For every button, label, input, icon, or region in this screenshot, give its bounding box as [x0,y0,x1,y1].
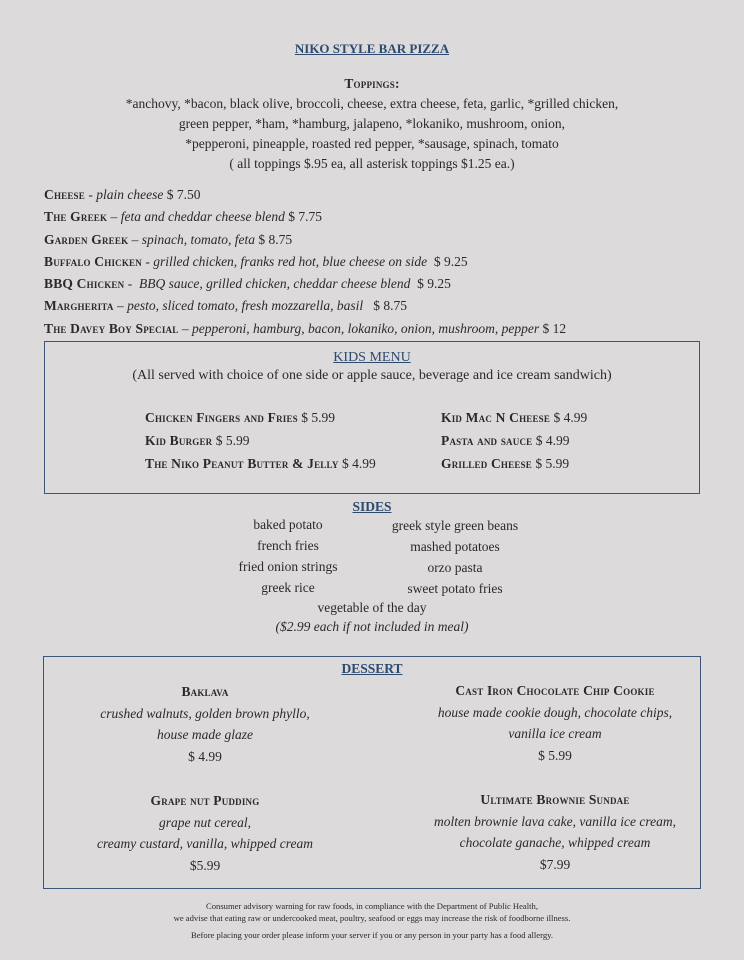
sides-price-note: ($2.99 each if not included in meal) [275,619,469,634]
kids-item-name: Grilled Cheese [441,456,532,471]
consumer-advisory [0,901,744,924]
pizza-name: Margherita [44,298,114,314]
pizza-item-margherita [44,295,704,317]
dessert-title: DESSERT [341,661,403,676]
kids-item [145,429,376,452]
dessert-price: $ 5.99 [538,747,572,763]
kids-item-name: Pasta and sauce [441,433,533,448]
kids-item-name: Kid Burger [145,433,213,448]
pizza-list [44,184,704,340]
dessert-item-pudding [70,790,340,876]
pizza-item-the-greek [44,206,704,228]
pizza-description: pepperoni, hamburg, bacon, lokaniko, onion, mushroom, pepper [191,320,540,336]
kids-item-price: $ 5.99 [212,433,250,448]
kids-item-price: $ 5.99 [531,456,570,471]
pizza-separator: - [84,187,97,202]
sides-right-column [375,515,535,599]
pizza-separator: - [141,253,154,269]
side-item: vegetable of the day [317,600,427,615]
allergy-notice: Before placing your order please inform your server if you or any person in your party has a food allergy. [190,930,553,940]
pizza-description: grilled chicken, franks red hot, blue cheese on side [153,253,428,269]
side-item: greek rice [261,580,315,595]
pizza-description: feta and cheddar cheese blend [120,209,285,225]
pizza-price: $ 9.25 [410,276,451,292]
kids-item [441,429,587,452]
pizza-description: BBQ sauce, grilled chicken, cheddar cheese blend [138,276,411,292]
side-item: sweet potato fries [407,581,503,596]
kids-menu-right-column [441,406,587,475]
dessert-description: creamy custard, vanilla, whipped cream [97,836,313,851]
side-item: fried onion strings [238,559,338,574]
side-item: mashed potatoes [410,539,500,554]
dessert-description: chocolate ganache, whipped cream [459,835,651,850]
dessert-item-cookie [405,680,705,766]
pizza-name: The Davey Boy Special [44,320,179,336]
pizza-price: $ 7.75 [284,209,323,225]
pizza-item-bbq-chicken [44,273,704,295]
pizza-price: $ 7.50 [163,187,201,202]
pizza-name: Cheese [44,187,85,202]
pizza-item-cheese [44,184,704,206]
kids-menu-left-column [145,406,376,475]
kids-item-price: $ 4.99 [550,410,588,425]
side-item: greek style green beans [391,518,519,533]
pizza-separator: – [113,298,128,314]
dessert-item-brownie-sundae [400,789,710,875]
dessert-description: vanilla ice cream [508,726,602,741]
dessert-name: Cast Iron Chocolate Chip Cookie [455,683,655,698]
toppings-line: green pepper, *ham, *hamburg, jalapeno, *lokaniko, mushroom, onion, [178,116,566,131]
kids-item-name: The Niko Peanut Butter & Jelly [145,456,339,471]
kids-item [441,406,587,429]
dessert-item-baklava [70,681,340,767]
pizza-price: $ 12 [539,320,567,336]
dessert-description: grape nut cereal, [158,814,252,830]
pizza-separator: – [178,320,192,336]
dessert-description: house made glaze [157,727,253,742]
pizza-separator: - [124,276,139,292]
pizza-item-davey-boy-special [44,318,704,340]
kids-item-price: $ 4.99 [338,456,376,471]
pizza-price: $ 9.25 [427,253,468,269]
kids-menu-note: (All served with choice of one side or apple sauce, beverage and ice cream sandwich) [132,368,612,383]
kids-item [145,452,376,475]
dessert-description: house made cookie dough, chocolate chips, [437,704,673,720]
toppings-list [100,94,644,174]
pizza-name: Garden Greek [44,231,129,247]
dessert-description: crushed walnuts, golden brown phyllo, [100,705,310,721]
side-item: baked potato [253,517,323,532]
dessert-name: Grape nut Pudding [150,793,260,808]
sides-left-column [208,514,368,598]
pizza-name: BBQ Chicken [44,276,125,292]
side-item: orzo pasta [427,560,483,575]
pizza-separator: – [128,231,142,247]
toppings-line: *anchovy, *bacon, black olive, broccoli, cheese, extra cheese, feta, garlic, *grilled chicken, [125,96,619,111]
toppings-line: *pepperoni, pineapple, roasted red pepper, *sausage, spinach, tomato [185,136,559,151]
dessert-price: $7.99 [539,856,571,872]
pizza-name: The Greek [44,209,108,225]
kids-item [145,406,376,429]
dessert-name: Ultimate Brownie Sundae [480,792,630,807]
side-item: french fries [257,538,319,553]
pizza-description: pesto, sliced tomato, fresh mozzarella, basil [127,298,364,314]
toppings-price-note: ( all toppings $.95 ea, all asterisk toppings $1.25 ea.) [229,156,515,171]
dessert-price: $ 4.99 [188,748,222,764]
kids-item [441,452,587,475]
pizza-section-title: NIKO STYLE BAR PIZZA [294,41,450,56]
dessert-description: molten brownie lava cake, vanilla ice cream, [434,813,676,829]
dessert-price: $5.99 [189,857,221,873]
advisory-line: we advise that eating raw or undercooked meat, poultry, seafood or eggs may increase the risk of foodborne illness. [173,912,571,923]
pizza-item-garden-greek [44,229,704,251]
pizza-description: plain cheese [96,187,164,202]
pizza-price: $ 8.75 [255,231,293,247]
sides-title: SIDES [352,499,392,514]
pizza-name: Buffalo Chicken [44,253,142,269]
kids-menu-title: KIDS MENU [333,350,411,365]
kids-item-price: $ 5.99 [297,410,336,425]
pizza-item-buffalo-chicken [44,251,704,273]
advisory-line: Consumer advisory warning for raw foods, in compliance with the Department of Public Health, [206,901,538,911]
pizza-price: $ 8.75 [363,298,407,314]
kids-item-price: $ 4.99 [532,433,570,448]
pizza-separator: – [107,209,121,225]
dessert-name: Baklava [181,684,229,699]
pizza-description: spinach, tomato, feta [141,231,256,247]
toppings-title: Toppings: [344,76,400,91]
kids-item-name: Chicken Fingers and Fries [145,410,298,425]
kids-item-name: Kid Mac N Cheese [441,410,551,425]
